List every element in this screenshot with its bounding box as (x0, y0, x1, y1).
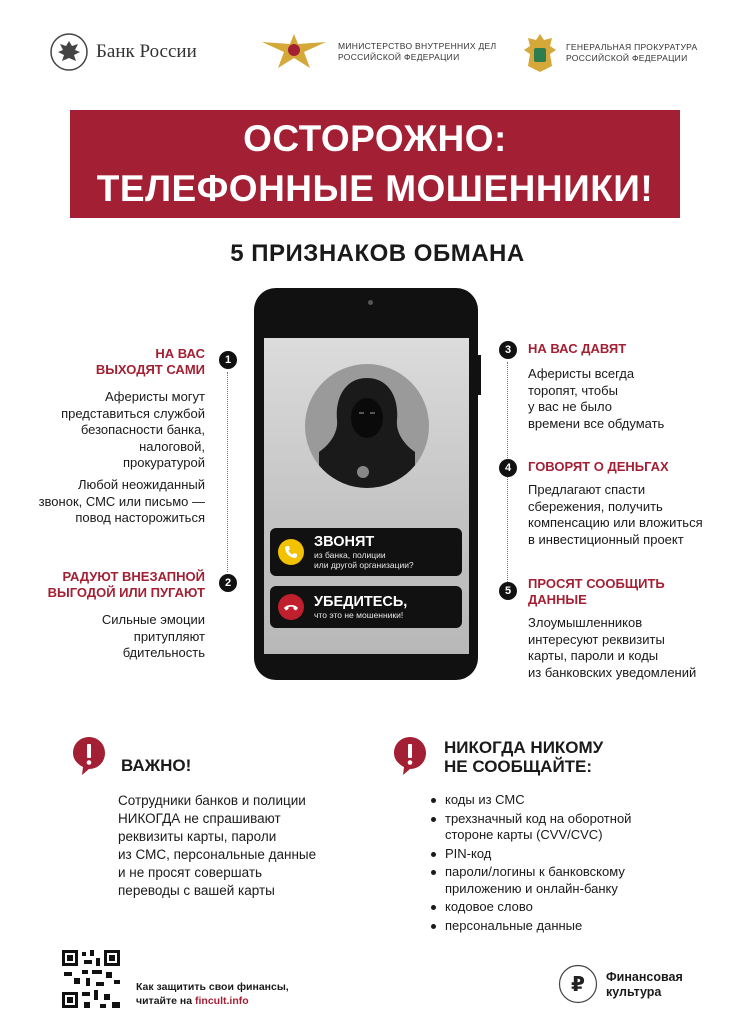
sign-1-t1-l3: безопасности банка, (80, 422, 205, 437)
fin-culture-line-1: Финансовая (606, 970, 683, 984)
scammer-avatar (305, 364, 429, 488)
title-line-1: ОСТОРОЖНО: (243, 118, 507, 159)
prosecutor-line-1: ГЕНЕРАЛЬНАЯ ПРОКУРАТУРА (566, 42, 698, 52)
sign-3-text (528, 366, 664, 432)
verify-text (314, 594, 407, 620)
footer-line-2 (136, 994, 289, 1008)
never-heading-line-2: НЕ СООБЩАЙТЕ: (444, 757, 593, 776)
footer-line-1: Как защитить свои финансы, (136, 981, 289, 993)
list-item: кодовое слово (430, 899, 670, 916)
phone-answer-icon (278, 539, 304, 565)
sign-5-heading-line-2: ДАННЫЕ (528, 592, 587, 607)
skull-icon (357, 466, 369, 478)
sign-1-heading-line-1: НА ВАС (155, 346, 205, 361)
prosecutor-logo (522, 32, 698, 74)
qr-code-icon[interactable] (60, 948, 122, 1010)
sign-3-t1-l1: Аферисты всегда (528, 366, 635, 381)
mvd-line-1: МИНИСТЕРСТВО ВНУТРЕННИХ ДЕЛ (338, 41, 497, 51)
sign-1-t2-l3: повод насторожиться (75, 510, 205, 525)
ruble-icon (558, 964, 598, 1004)
sign-3-heading: НА ВАС ДАВЯТ (528, 341, 627, 356)
bank-name: Банк России (96, 41, 197, 62)
header-logos (0, 30, 755, 80)
incoming-call-text (314, 534, 414, 570)
verify-sub: что это не мошенники! (314, 610, 404, 620)
svg-text:₽: ₽ (571, 972, 585, 996)
mvd-line-2: РОССИЙСКОЙ ФЕДЕРАЦИИ (338, 52, 460, 62)
mvd-logo (258, 30, 496, 74)
mvd-emblem-icon (258, 30, 330, 74)
sign-4-t1-l4: в инвестиционный проект (528, 531, 684, 547)
fincult-link[interactable]: fincult.info (195, 995, 249, 1007)
important-line-3: реквизиты карты, пароли (118, 829, 277, 844)
footer-line-2-prefix: читайте на (136, 995, 195, 1007)
list-item: персональные данные (430, 918, 670, 935)
sign-2-heading (48, 569, 205, 601)
subtitle: 5 ПРИЗНАКОВ ОБМАНА (230, 240, 525, 267)
important-line-1: Сотрудники банков и полиции (118, 793, 306, 808)
important-line-5: и не просят совершать (118, 865, 263, 880)
footer-text (136, 980, 289, 1008)
sign-5-text (528, 615, 696, 681)
sign-1-heading (96, 346, 205, 378)
sign-2-t1-l1: Сильные эмоции (101, 612, 205, 627)
important-line-2: НИКОГДА не спрашивают (118, 811, 281, 826)
list-item: коды из СМС (430, 792, 670, 809)
call-sub-2: или другой организации? (314, 560, 414, 570)
sign-2-t1-l3: бдительность (122, 645, 205, 660)
fin-culture-logo-text (606, 970, 683, 1000)
sign-1-text-2 (39, 477, 205, 527)
prosecutor-emblem-icon (522, 32, 558, 74)
list-item: трехзначный код на оборотной стороне карты (CVV/CVC) (430, 811, 670, 844)
sign-4-heading: ГОВОРЯТ О ДЕНЬГАХ (528, 459, 669, 474)
call-sub-1: из банка, полиции (314, 550, 386, 560)
phone-side-button (477, 355, 481, 395)
sign-5-heading (528, 576, 665, 608)
sign-2-number: 2 (219, 574, 237, 592)
incoming-call-card (270, 528, 462, 576)
sign-5-t1-l1: Злоумышленников (528, 615, 643, 630)
verify-title: УБЕДИТЕСЬ, (314, 594, 408, 610)
main-title (70, 110, 680, 218)
sign-5-t1-l4: из банковских уведомлений (528, 664, 697, 680)
prosecutor-line-2: РОССИЙСКОЙ ФЕДЕРАЦИИ (566, 53, 688, 63)
sign-4-t1-l1: Предлагают спасти (528, 482, 646, 497)
never-list (430, 792, 670, 936)
verify-card (270, 586, 462, 628)
sign-1-t1-l5: прокуратурой (122, 455, 205, 470)
sign-1-t1-l4: налоговой, (139, 438, 205, 454)
fin-culture-line-2: культура (606, 985, 662, 999)
eagle-emblem-icon (50, 33, 88, 71)
sign-2-heading-line-1: РАДУЮТ ВНЕЗАПНОЙ (62, 569, 205, 584)
exclamation-bubble-icon (72, 736, 106, 776)
sign-4-number: 4 (499, 459, 517, 477)
sign-2-t1-l2: притупляют (133, 628, 205, 644)
sign-1-t2-l1: Любой неожиданный (77, 477, 205, 492)
important-heading: ВАЖНО! (121, 756, 192, 775)
sign-1-t2-l2: звонок, СМС или письмо — (38, 493, 205, 509)
sign-3-t1-l3: у вас не было (528, 399, 612, 414)
sign-5-t1-l3: карты, пароли и коды (528, 648, 659, 663)
sign-3-t1-l4: времени все обдумать (528, 415, 665, 431)
exclamation-bubble-icon (393, 736, 427, 776)
title-line-2: ТЕЛЕФОННЫЕ МОШЕННИКИ! (96, 168, 654, 209)
left-connector (227, 372, 228, 572)
never-heading-line-1: НИКОГДА НИКОМУ (444, 738, 604, 757)
sign-2-text (102, 612, 205, 662)
sign-4-t1-l3: компенсацию или вложиться (528, 515, 703, 530)
sign-1-number: 1 (219, 351, 237, 369)
never-heading (444, 738, 603, 776)
sign-1-t1-l1: Аферисты могут (104, 389, 205, 404)
sign-1-t1-l2: представиться службой (61, 405, 205, 421)
important-line-6: переводы с вашей карты (118, 883, 275, 898)
sign-4-text (528, 482, 703, 548)
sign-1-heading-line-2: ВЫХОДЯТ САМИ (95, 362, 205, 377)
important-line-4: из СМС, персональные данные (118, 847, 317, 862)
sign-5-t1-l2: интересуют реквизиты (528, 631, 665, 647)
sign-2-heading-line-2: ВЫГОДОЙ ИЛИ ПУГАЮТ (47, 585, 205, 600)
list-item: пароли/логины к банковскому приложению и онлайн-банку (430, 864, 670, 897)
hooded-figure-icon (305, 364, 429, 488)
mvd-text (338, 41, 496, 63)
list-item: PIN-код (430, 846, 670, 863)
call-title: ЗВОНЯТ (314, 534, 375, 550)
prosecutor-text (566, 42, 698, 64)
sign-5-number: 5 (499, 582, 517, 600)
phone-camera (368, 300, 373, 305)
important-text (118, 792, 316, 900)
bank-of-russia-logo (50, 33, 197, 71)
sign-5-heading-line-1: ПРОСЯТ СООБЩИТЬ (528, 576, 665, 591)
sign-3-number: 3 (499, 341, 517, 359)
sign-3-t1-l2: торопят, чтобы (528, 382, 618, 398)
sign-1-text-1 (61, 389, 205, 472)
phone-hangup-icon (278, 594, 304, 620)
sign-4-t1-l2: сбережения, получить (528, 498, 663, 514)
